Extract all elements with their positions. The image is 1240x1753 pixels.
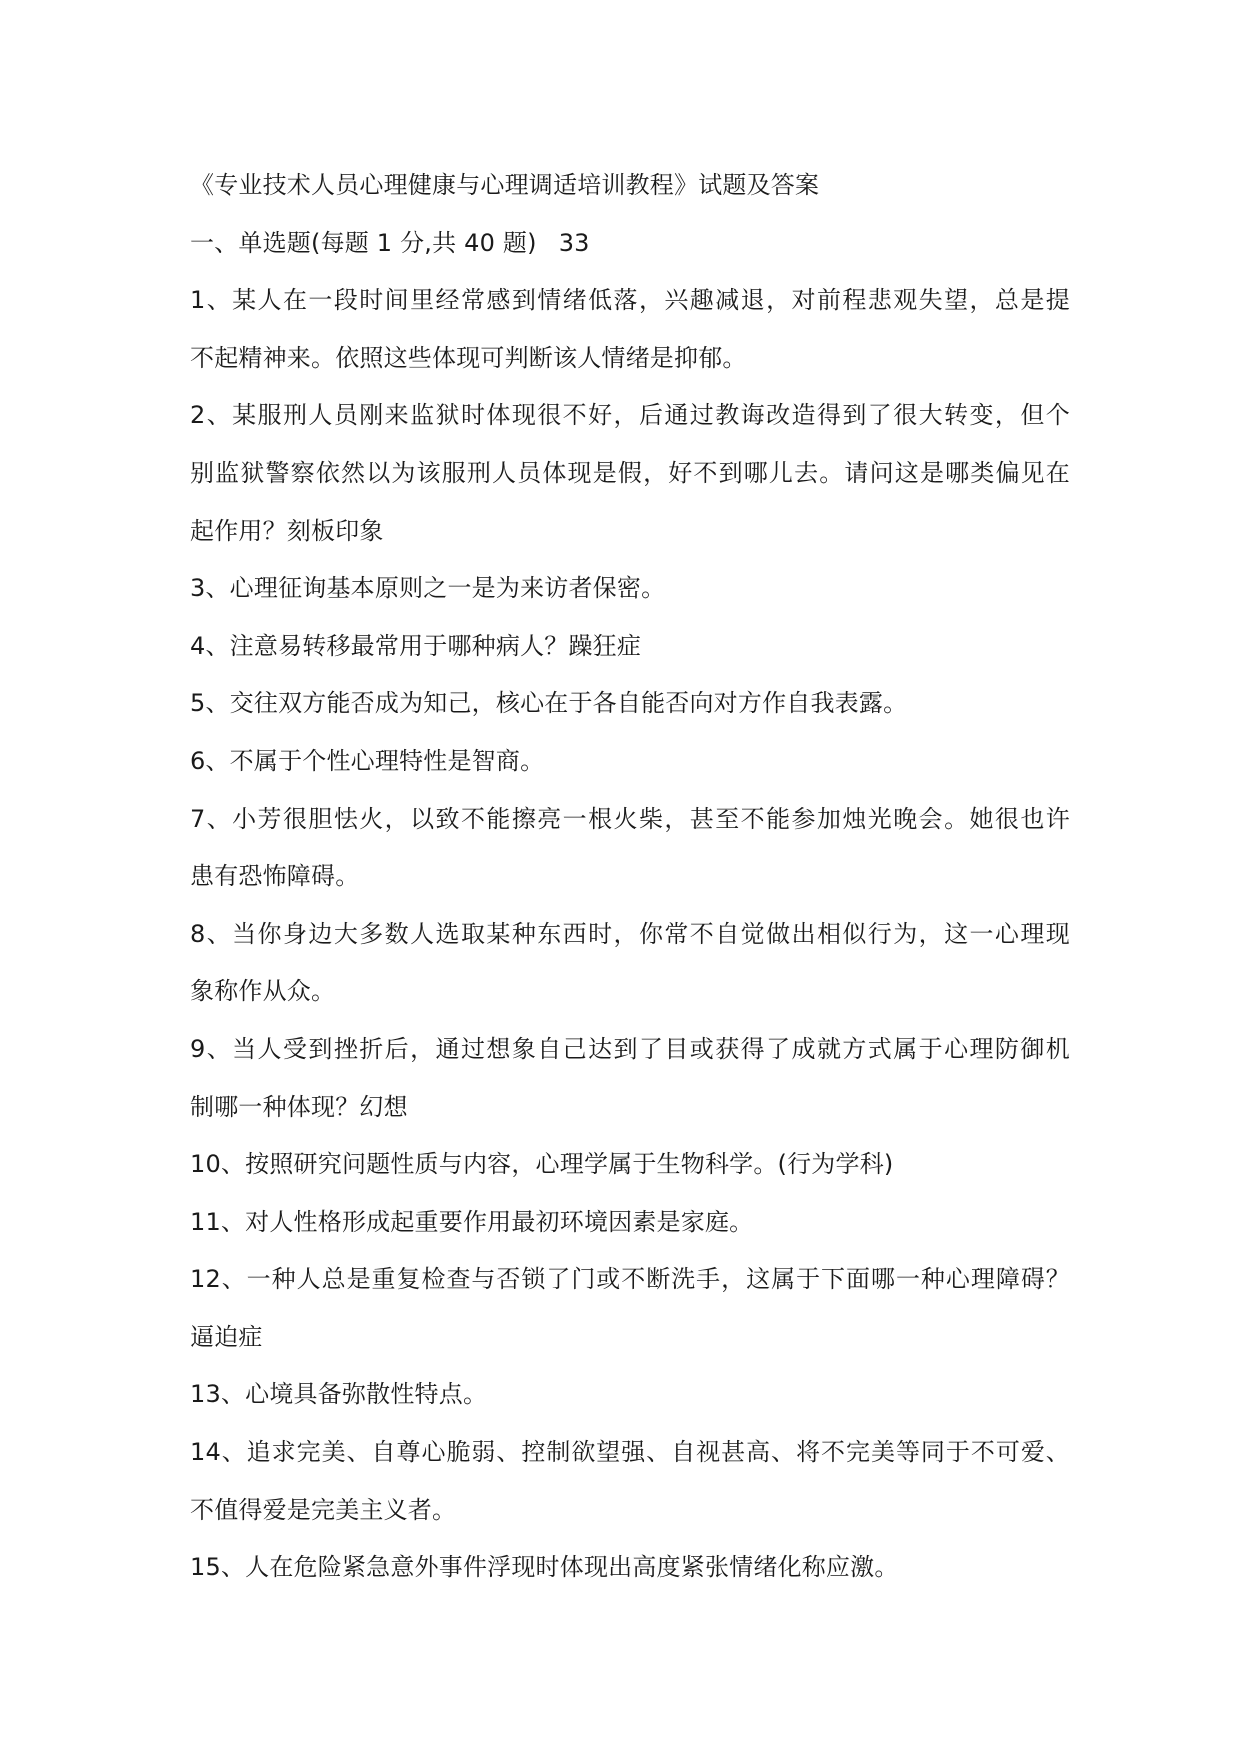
question-line: 9、当人受到挫折后，通过想象自己达到了目或获得了成就方式属于心理防御机	[190, 1034, 1070, 1063]
question-line: 11、对人性格形成起重要作用最初环境因素是家庭。	[190, 1207, 754, 1236]
question-line: 7、小芳很胆怯火，以致不能擦亮一根火柴，甚至不能参加烛光晚会。她很也许	[190, 804, 1070, 833]
question-line: 别监狱警察依然以为该服刑人员体现是假，好不到哪儿去。请问这是哪类偏见在	[190, 458, 1070, 487]
question-line: 起作用？刻板印象	[190, 516, 384, 545]
document-title: 《专业技术人员心理健康与心理调适培训教程》试题及答案	[190, 171, 820, 199]
question-line: 1、某人在一段时间里经常感到情绪低落，兴趣减退，对前程悲观失望，总是提	[190, 286, 1070, 315]
question-line: 4、注意易转移最常用于哪种病人？躁狂症	[190, 631, 642, 660]
question-line: 5、交往双方能否成为知己，核心在于各自能否向对方作自我表露。	[190, 689, 908, 718]
document-body	[190, 157, 1070, 1597]
section-heading-text: 一、单选题(每题 1 分,共 40 题)	[190, 228, 537, 257]
section-score: 33	[558, 228, 590, 257]
question-line: 14、追求完美、自尊心脆弱、控制欲望强、自视甚高、将不完美等同于不可爱、	[190, 1438, 1070, 1467]
question-line: 不值得爱是完美主义者。	[190, 1495, 457, 1524]
question-line: 患有恐怖障碍。	[190, 862, 360, 891]
question-line: 制哪一种体现？幻想	[190, 1092, 408, 1121]
question-line: 不起精神来。依照这些体现可判断该人情绪是抑郁。	[190, 343, 747, 372]
question-line: 3、心理征询基本原则之一是为来访者保密。	[190, 574, 666, 603]
question-line: 10、按照研究问题性质与内容，心理学属于生物科学。(行为学科)	[190, 1150, 894, 1179]
question-line: 象称作从众。	[190, 977, 336, 1006]
question-line: 2、某服刑人员刚来监狱时体现很不好，后通过教诲改造得到了很大转变，但个	[190, 401, 1070, 430]
question-line: 12、一种人总是重复检查与否锁了门或不断洗手，这属于下面哪一种心理障碍？	[190, 1265, 1070, 1294]
question-line: 8、当你身边大多数人选取某种东西时，你常不自觉做出相似行为，这一心理现	[190, 919, 1070, 948]
question-line: 6、不属于个性心理特性是智商。	[190, 746, 545, 775]
section-heading	[190, 215, 1070, 273]
question-line: 逼迫症	[190, 1322, 263, 1351]
question-line: 15、人在危险紧急意外事件浮现时体现出高度紧张情绪化称应激。	[190, 1553, 899, 1582]
question-line: 13、心境具备弥散性特点。	[190, 1380, 488, 1409]
